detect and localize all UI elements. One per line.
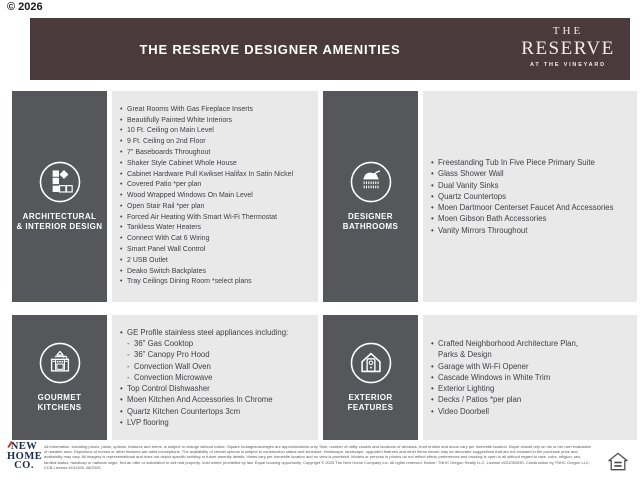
section-gourmet-kitchens <box>12 315 318 440</box>
list-item-text: Moen Kitchen And Accessories In Chrome <box>127 395 273 405</box>
bullet: • <box>120 395 123 405</box>
list-item-text: LVP flooring <box>127 417 169 427</box>
list-item <box>127 361 314 372</box>
bullet: • <box>120 417 123 427</box>
list-item <box>431 213 633 224</box>
section-title-architectural <box>17 212 103 233</box>
list-item <box>120 277 314 288</box>
list-item-text: 36" Gas Cooktop <box>134 339 194 349</box>
list-item-text: Parks & Design <box>438 350 492 360</box>
bullet: • <box>120 406 123 416</box>
list-item-text: Forced Air Heating With Smart Wi-Fi Thermostat <box>127 213 278 221</box>
section-title-bathrooms <box>343 212 398 233</box>
bullet <box>431 349 438 360</box>
list-item <box>120 383 314 394</box>
bullet: • <box>431 372 434 382</box>
bullet: • <box>431 180 434 190</box>
bullet: • <box>120 267 123 275</box>
bullet: • <box>431 191 434 201</box>
bullet: • <box>431 395 434 405</box>
list-item <box>431 168 633 179</box>
list-item <box>120 191 314 202</box>
bullet: • <box>120 148 123 156</box>
bullet: • <box>120 159 123 167</box>
bullet: • <box>431 384 434 394</box>
list-item-text: Crafted Neighborhood Architecture Plan, <box>438 339 578 349</box>
list-item-text: Convection Microwave <box>134 372 213 382</box>
reserve-logo <box>518 24 618 68</box>
list-item <box>120 202 314 213</box>
list-item <box>120 417 314 428</box>
bullet: • <box>120 116 123 124</box>
list-item-text: Wood Wrapped Windows On Main Level <box>127 192 253 200</box>
section-title-line1: EXTERIOR FEATURES <box>347 392 394 412</box>
section-label-architectural <box>12 91 107 302</box>
bullet: • <box>120 384 123 394</box>
bullet: • <box>431 203 434 213</box>
bullet: • <box>431 158 434 168</box>
list-item-text: Connect With Cat 6 Wiring <box>127 235 210 243</box>
list-item-text: Vanity Mirrors Throughout <box>438 225 528 235</box>
list-item <box>431 191 633 202</box>
list-item <box>120 245 314 256</box>
bullet: - <box>127 361 130 371</box>
list-item <box>120 180 314 191</box>
bullet: • <box>120 105 123 113</box>
amenity-list-kitchens <box>112 315 318 440</box>
list-item-text: Garage with Wi-Fi Opener <box>438 361 529 371</box>
equal-housing-icon <box>608 452 628 471</box>
bullet: - <box>127 339 130 349</box>
list-item-text: Convection Wall Oven <box>134 361 211 371</box>
list-item <box>431 338 633 349</box>
list-item <box>120 267 314 278</box>
list-item <box>431 372 633 383</box>
section-label-bathrooms <box>323 91 418 302</box>
section-designer-bathrooms <box>323 91 637 302</box>
list-item <box>120 116 314 127</box>
list-item-text: Cascade Windows in White Trim <box>438 372 551 382</box>
brand-line-home: HOME <box>7 450 43 462</box>
list-item-text: 36" Canopy Pro Hood <box>134 350 210 360</box>
list-item <box>120 256 314 267</box>
bullet: • <box>120 213 123 221</box>
bullet: • <box>120 192 123 200</box>
list-item-text: Exterior Lighting <box>438 384 495 394</box>
house-doorbell-icon <box>350 342 392 384</box>
list-item-text: Covered Patio *per plan <box>127 181 202 189</box>
list-item-text: Video Doorbell <box>438 406 490 416</box>
bullet: • <box>431 214 434 224</box>
list-item-text: Moen Gibson Bath Accessories <box>438 214 547 224</box>
list-item-text: Great Rooms With Gas Fireplace Inserts <box>127 105 254 113</box>
stove-icon <box>39 342 81 384</box>
newhomeco-logo <box>7 442 41 471</box>
section-title-line2: BATHROOMS <box>342 222 399 231</box>
bullet: • <box>431 169 434 179</box>
legal-disclaimer: All information, including prices, plans, options, features and terms, is subject to change without notice. Square footages/acreages are approximations only. Size, number of utility closets and locations of windows, front entries and doors vary per homesite location. Buyer should rely on his or her own evaluation of useable area. Depictions of homes or other features are artist conceptions. The availability of certain options is subject to construction status and schedule. Hardscape, landscape, upgraded features and other items shown may be decorator suggestions that are not included in the purchase price and availability may vary. All imagery is representational and does not depict specific building or future amenity details. Views vary per homesite location and no view is promised. Models or persons in photos do not reflect ethnic preferences and housing is open to all without regard to race, color, religion, sex, familial status, handicap or national origin. Not an offer or solicitation to sell real property. Void where prohibited by law. Equal housing opportunity. Copyright © 2025 The New Home Company Inc. All rights reserved. Broker: TNHC Oregon Realty LLC, License #201052530. Construction by TNHC Oregon LLC, CCB License #241108. 06/2025. <box>44 444 592 470</box>
list-item-text: Glass Shower Wall <box>438 169 504 179</box>
list-item-text: Quartz Countertops <box>438 191 507 201</box>
section-exterior-features <box>323 315 637 440</box>
list-item-text: Freestanding Tub In Five Piece Primary Suite <box>438 158 595 168</box>
section-title-kitchens <box>37 393 81 414</box>
section-title-line1: GOURMET <box>37 392 82 402</box>
list-item <box>127 349 314 360</box>
list-item <box>120 394 314 405</box>
bullet: • <box>120 138 123 146</box>
list-item <box>120 213 314 224</box>
list-item <box>431 180 633 191</box>
section-title-line2: & INTERIOR DESIGN <box>16 222 103 231</box>
list-item <box>120 406 314 417</box>
bullet: • <box>431 339 434 349</box>
list-item <box>120 148 314 159</box>
paint-swatches-icon <box>39 161 81 203</box>
section-label-exterior <box>323 315 418 440</box>
amenity-list-architectural <box>112 91 318 302</box>
bullet: • <box>431 406 434 416</box>
copyright-year: © 2026 <box>7 1 43 13</box>
bullet: • <box>120 202 123 210</box>
section-title-exterior <box>327 393 414 414</box>
list-item-text: Quartz Kitchen Countertops 3cm <box>127 406 241 416</box>
logo-the-text: THE <box>552 25 584 37</box>
list-item-text: Open Stair Rail *per plan <box>127 202 205 210</box>
list-item <box>431 225 633 236</box>
list-item-text: Cabinet Hardware Pull Kwikset Halifax In Satin Nickel <box>127 170 294 178</box>
bullet: • <box>120 278 123 286</box>
amenity-list-exterior <box>423 315 637 440</box>
list-item <box>120 159 314 170</box>
list-item-text: Shaker Style Cabinet Whole House <box>127 159 237 167</box>
list-item-text: Dual Vanity Sinks <box>438 180 499 190</box>
bullet: • <box>120 224 123 232</box>
list-item <box>431 361 633 372</box>
section-title-line2: KITCHENS <box>37 403 82 412</box>
bullet: • <box>120 181 123 189</box>
section-architectural-interior-design <box>12 91 318 302</box>
list-item-text: Deako Switch Backplates <box>127 267 206 275</box>
bullet: • <box>120 256 123 264</box>
bullet: • <box>120 246 123 254</box>
list-item-text: Decks / Patios *per plan <box>438 395 522 405</box>
bullet: • <box>120 235 123 243</box>
bullet: - <box>127 372 130 382</box>
list-item-text: Smart Panel Wall Control <box>127 246 206 254</box>
list-item <box>431 394 633 405</box>
bullet: • <box>120 170 123 178</box>
bullet: • <box>120 127 123 135</box>
list-item <box>431 406 633 417</box>
bullet: • <box>431 361 434 371</box>
section-label-kitchens <box>12 315 107 440</box>
list-item <box>431 383 633 394</box>
list-item <box>120 327 314 338</box>
list-item-text: Tray Ceilings Dining Room *select plans <box>127 278 252 286</box>
logo-tagline-text: AT THE VINEYARD <box>530 62 606 68</box>
list-item <box>120 105 314 116</box>
section-title-line1: ARCHITECTURAL <box>22 211 97 221</box>
page-title: THE RESERVE DESIGNER AMENITIES <box>139 41 401 57</box>
list-item-text: Tankless Water Heaters <box>127 224 202 232</box>
list-item-text: Moen Dartmoor Centerset Faucet And Accessories <box>438 203 614 213</box>
list-item <box>127 372 314 383</box>
list-item-text: Beautifully Painted White Interiors <box>127 116 233 124</box>
list-item <box>120 137 314 148</box>
list-item-text: 10 Ft. Ceiling on Main Level <box>127 127 214 135</box>
section-title-line1: DESIGNER <box>347 211 393 221</box>
list-item <box>431 349 633 360</box>
logo-reserve-text: RESERVE <box>521 38 615 59</box>
amenity-list-bathrooms <box>423 91 637 302</box>
list-item-text: Top Control Dishwasher <box>127 384 210 394</box>
bullet: • <box>120 328 123 338</box>
list-item <box>120 234 314 245</box>
list-item <box>120 223 314 234</box>
brand-line-co: CO. <box>14 460 34 471</box>
list-item-text: 7" Baseboards Throughout <box>127 148 211 156</box>
list-item <box>127 338 314 349</box>
shower-icon <box>350 161 392 203</box>
bullet: - <box>127 350 130 360</box>
list-item-text: GE Profile stainless steel appliances including: <box>127 328 289 338</box>
list-item <box>431 157 633 168</box>
list-item-text: 2 USB Outlet <box>127 256 168 264</box>
list-item <box>120 126 314 137</box>
list-item <box>431 202 633 213</box>
bullet: • <box>431 225 434 235</box>
list-item <box>120 170 314 181</box>
list-item-text: 9 Ft. Ceiling on 2nd Floor <box>127 138 206 146</box>
header-banner <box>30 18 630 80</box>
brand-line-new: NEW <box>10 441 38 452</box>
